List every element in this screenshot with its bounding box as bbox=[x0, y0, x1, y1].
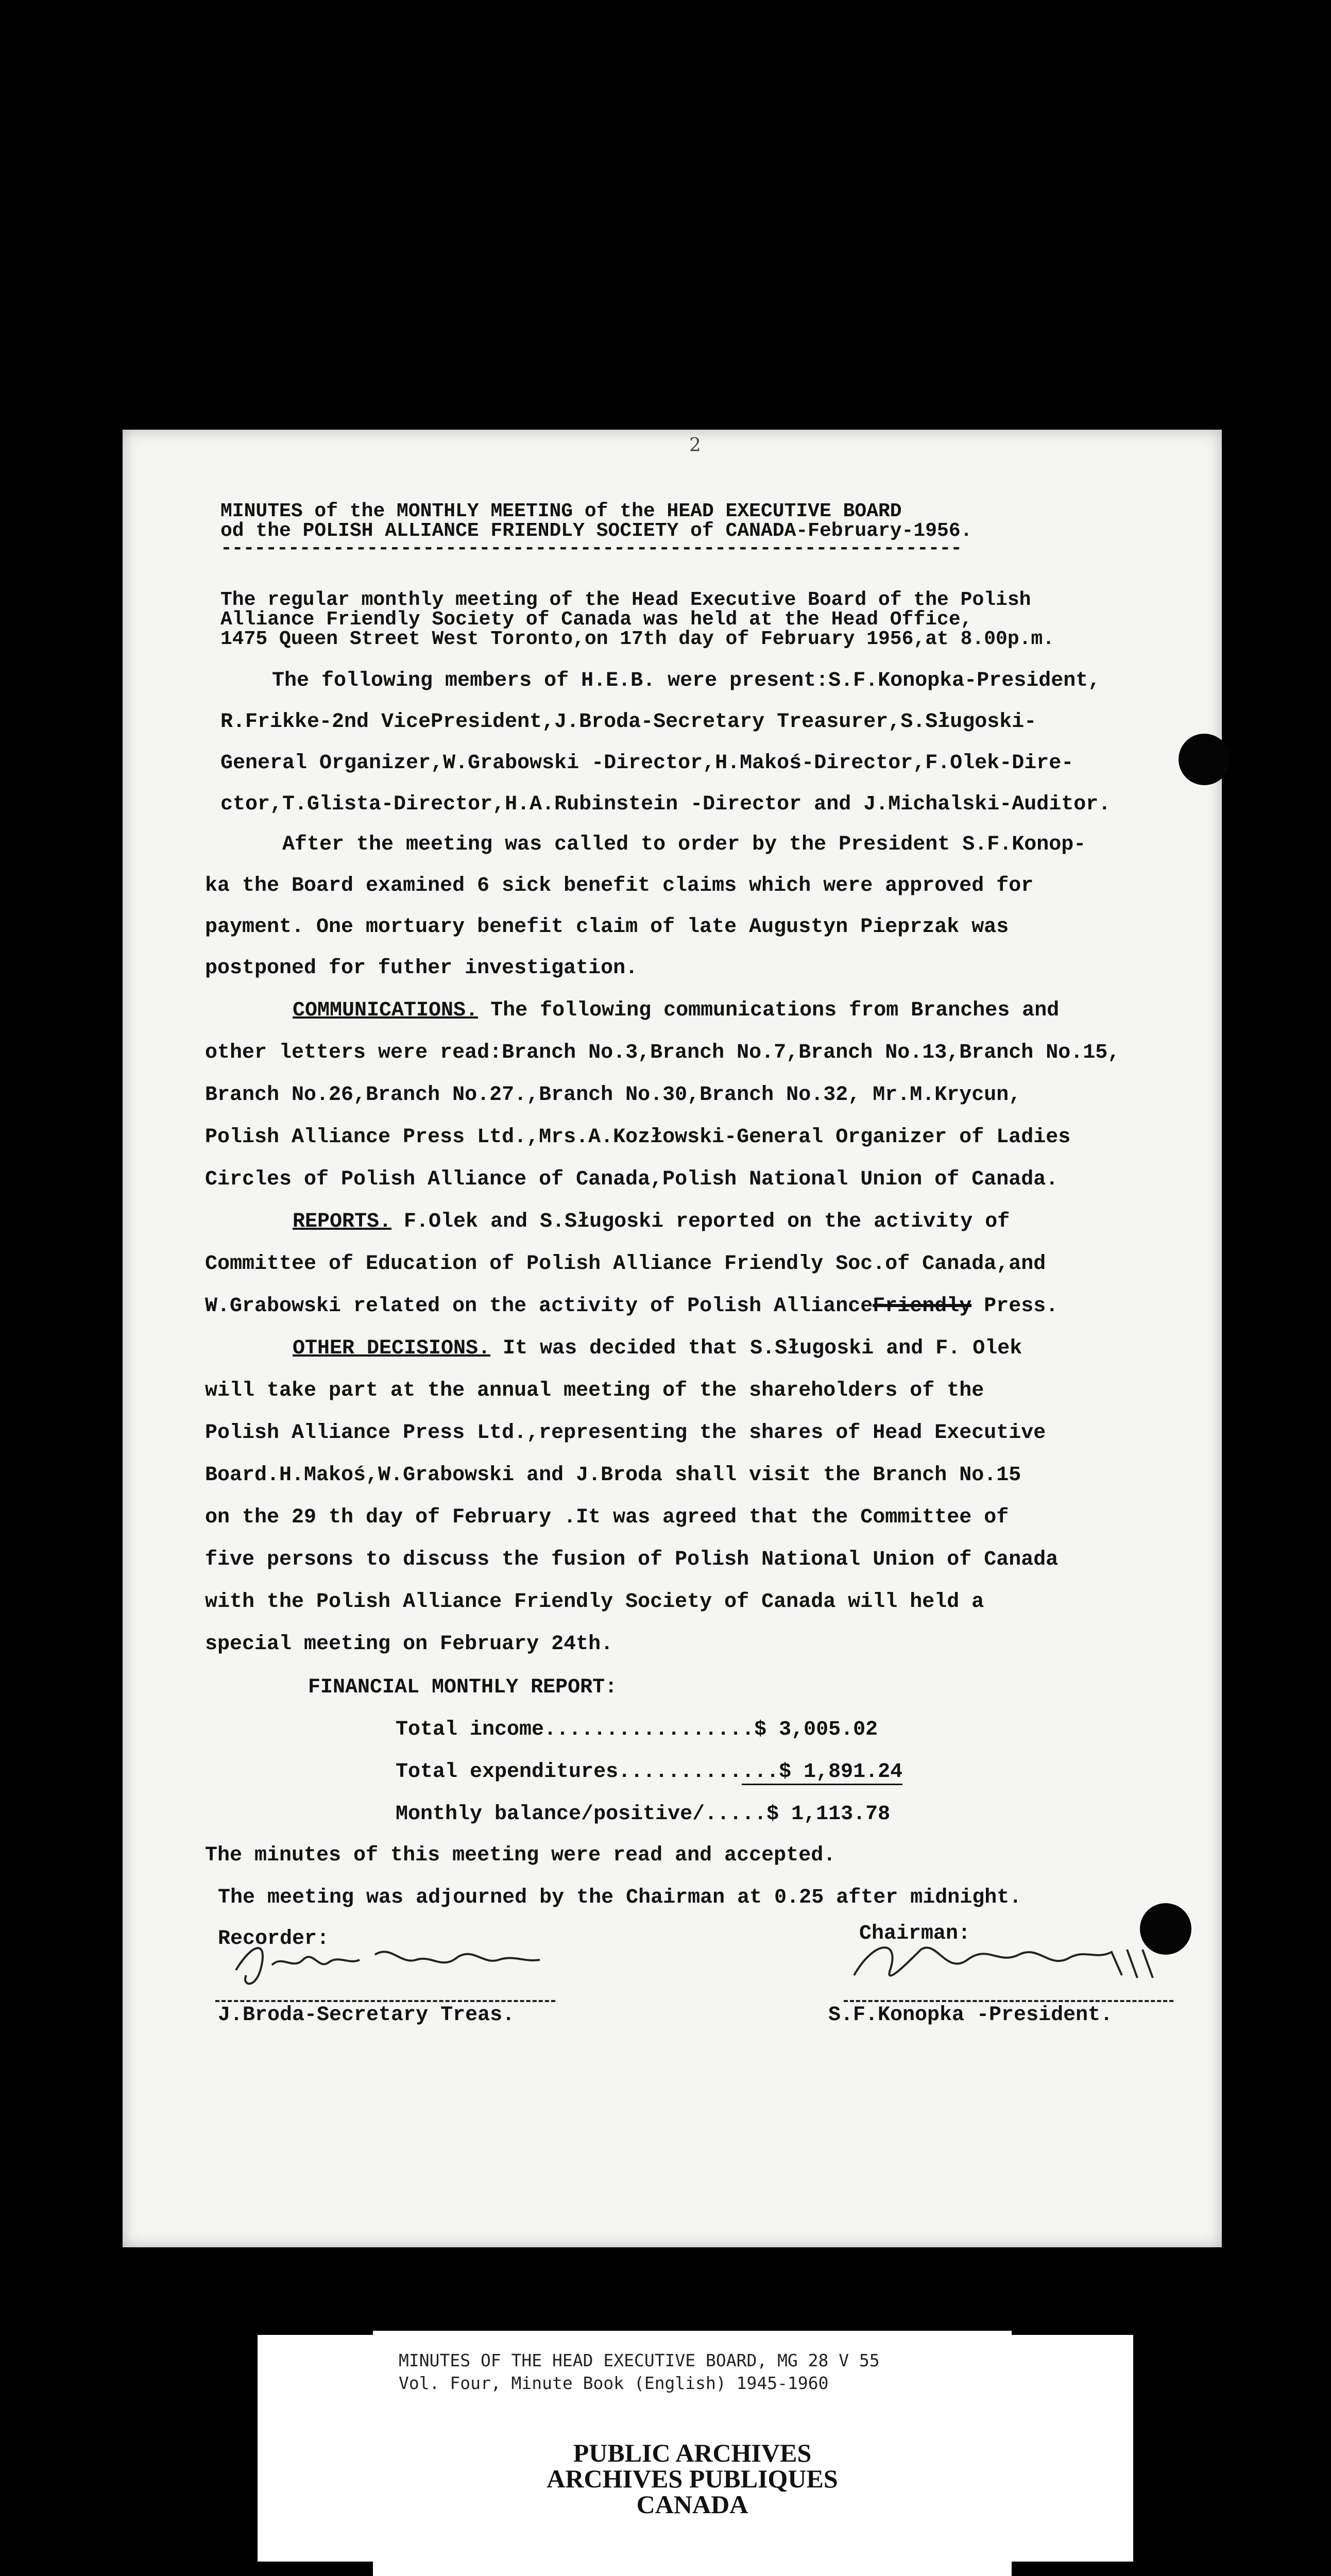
chairman-signature bbox=[844, 1929, 1173, 1996]
title-line-2: od the POLISH ALLIANCE FRIENDLY SOCIETY of CANADA-February-1956. bbox=[220, 520, 972, 542]
decisions-line-8: special meeting on February 24th. bbox=[205, 1633, 613, 1656]
intro-line-3: 1475 Queen Street West Toronto,on 17th day of February 1956,at 8.00p.m. bbox=[220, 628, 1055, 650]
financial-amount: $ 1,113.78 bbox=[766, 1803, 891, 1826]
reports-line-3-end: Press. bbox=[971, 1295, 1059, 1318]
intro-line-2: Alliance Friendly Society of Canada was held at the Head Office, bbox=[220, 608, 972, 631]
financial-row-expenditures bbox=[396, 1762, 902, 1783]
archive-stamp-line-3: CANADA bbox=[636, 2490, 748, 2519]
members-line-2: R.Frikke-2nd VicePresident,J.Broda-Secretary Treasurer,S.Sługoski- bbox=[220, 710, 1037, 734]
archive-stamp-line-1: PUBLIC ARCHIVES bbox=[573, 2438, 812, 2467]
chairman-name: S.F.Konopka -President. bbox=[828, 2004, 1113, 2027]
reports-line-3-start: W.Grabowski related on the activity of Polish Alliance bbox=[205, 1295, 873, 1318]
communications-line-1 bbox=[293, 1001, 1059, 1021]
intro-line-1: The regular monthly meeting of the Head Executive Board of the Polish bbox=[220, 589, 1031, 611]
page-number: 2 bbox=[689, 435, 701, 456]
communications-line-3: Branch No.26,Branch No.27.,Branch No.30,Branch No.32, Mr.M.Krycun, bbox=[205, 1083, 1021, 1107]
communications-line-4: Polish Alliance Press Ltd.,Mrs.A.Kozłowski-General Organizer of Ladies bbox=[205, 1126, 1071, 1149]
decisions-line-5: on the 29 th day of February .It was agreed that the Committee of bbox=[205, 1506, 1009, 1529]
decisions-line-2: will take part at the annual meeting of the shareholders of the bbox=[205, 1379, 984, 1402]
archive-stamp-line-2: ARCHIVES PUBLIQUES bbox=[547, 2464, 838, 2493]
members-line-1: The following members of H.E.B. were present:S.F.Konopka-President, bbox=[272, 669, 1101, 692]
financial-label: Total income................. bbox=[396, 1718, 755, 1741]
financial-label: Monthly balance/positive/..... bbox=[396, 1803, 767, 1826]
communications-line-5: Circles of Polish Alliance of Canada,Polish National Union of Canada. bbox=[205, 1168, 1059, 1191]
reports-line-2: Committee of Education of Polish Alliance Friendly Soc.of Canada,and bbox=[205, 1252, 1046, 1276]
communications-first-text: The following communications from Branches and bbox=[478, 999, 1060, 1022]
archive-label-line-2: Vol. Four, Minute Book (English) 1945-1960 bbox=[399, 2373, 829, 2393]
decisions-line-4: Board.H.Makoś,W.Grabowski and J.Broda shall visit the Branch No.15 bbox=[205, 1464, 1021, 1487]
chairman-label: Chairman: bbox=[859, 1922, 971, 1945]
communications-line-2: other letters were read:Branch No.3,Branch No.7,Branch No.13,Branch No.15, bbox=[205, 1041, 1120, 1064]
reports-line-3 bbox=[205, 1296, 1058, 1317]
recorder-label: Recorder: bbox=[218, 1927, 330, 1951]
reports-first-text: F.Olek and S.Sługoski reported on the activity of bbox=[391, 1210, 1010, 1233]
closing-line-2: The meeting was adjourned by the Chairman at 0.25 after midnight. bbox=[218, 1886, 1022, 1909]
reports-heading: REPORTS. bbox=[293, 1210, 392, 1233]
financial-row-balance bbox=[396, 1804, 890, 1825]
members-line-3: General Organizer,W.Grabowski -Director,H.Makoś-Director,F.Olek-Dire- bbox=[220, 752, 1074, 775]
decisions-line-3: Polish Alliance Press Ltd.,representing the shares of Head Executive bbox=[205, 1421, 1046, 1445]
financial-amount: $ 3,005.02 bbox=[754, 1718, 878, 1741]
financial-label: Total expenditures.......... bbox=[396, 1760, 742, 1784]
recorder-name: J.Broda-Secretary Treas. bbox=[218, 2004, 515, 2027]
punch-hole-top bbox=[1179, 734, 1230, 785]
closing-line-1: The minutes of this meeting were read and accepted. bbox=[205, 1844, 836, 1867]
title-line-1: MINUTES of the MONTHLY MEETING of the HEAD EXECUTIVE BOARD bbox=[220, 500, 902, 522]
financial-heading: FINANCIAL MONTHLY REPORT: bbox=[308, 1676, 618, 1699]
order-line-1: After the meeting was called to order by the President S.F.Konop- bbox=[282, 833, 1086, 856]
recorder-signature bbox=[220, 1934, 550, 1996]
archive-label-line-1: MINUTES OF THE HEAD EXECUTIVE BOARD, MG 28 V 55 bbox=[399, 2350, 880, 2370]
order-line-3: payment. One mortuary benefit claim of late Augustyn Pieprzak was bbox=[205, 916, 1009, 939]
decisions-line-7: with the Polish Alliance Friendly Society of Canada will held a bbox=[205, 1590, 984, 1614]
decisions-heading: OTHER DECISIONS. bbox=[293, 1337, 491, 1360]
document-page bbox=[123, 430, 1222, 2247]
decisions-line-1 bbox=[293, 1338, 1022, 1359]
decisions-first-text: It was decided that S.Sługoski and F. Olek bbox=[490, 1337, 1022, 1360]
decisions-line-6: five persons to discuss the fusion of Polish National Union of Canada bbox=[205, 1548, 1059, 1571]
reports-line-1 bbox=[293, 1212, 1010, 1232]
title-rule: ------------------------------------------------------------------ bbox=[220, 537, 962, 560]
chairman-signature-line bbox=[844, 2000, 1173, 2002]
communications-heading: COMMUNICATIONS. bbox=[293, 999, 479, 1022]
order-line-4: postponed for futher investigation. bbox=[205, 957, 638, 980]
order-line-2: ka the Board examined 6 sick benefit claims which were approved for bbox=[205, 874, 1034, 897]
recorder-signature-line bbox=[215, 2000, 555, 2002]
reports-struck-word: Friendly bbox=[873, 1295, 972, 1318]
members-line-4: ctor,T.Glista-Director,H.A.Rubinstein -Director and J.Michalski-Auditor. bbox=[220, 793, 1111, 816]
financial-row-income bbox=[396, 1720, 878, 1740]
financial-amount: ...$ 1,891.24 bbox=[742, 1760, 902, 1785]
